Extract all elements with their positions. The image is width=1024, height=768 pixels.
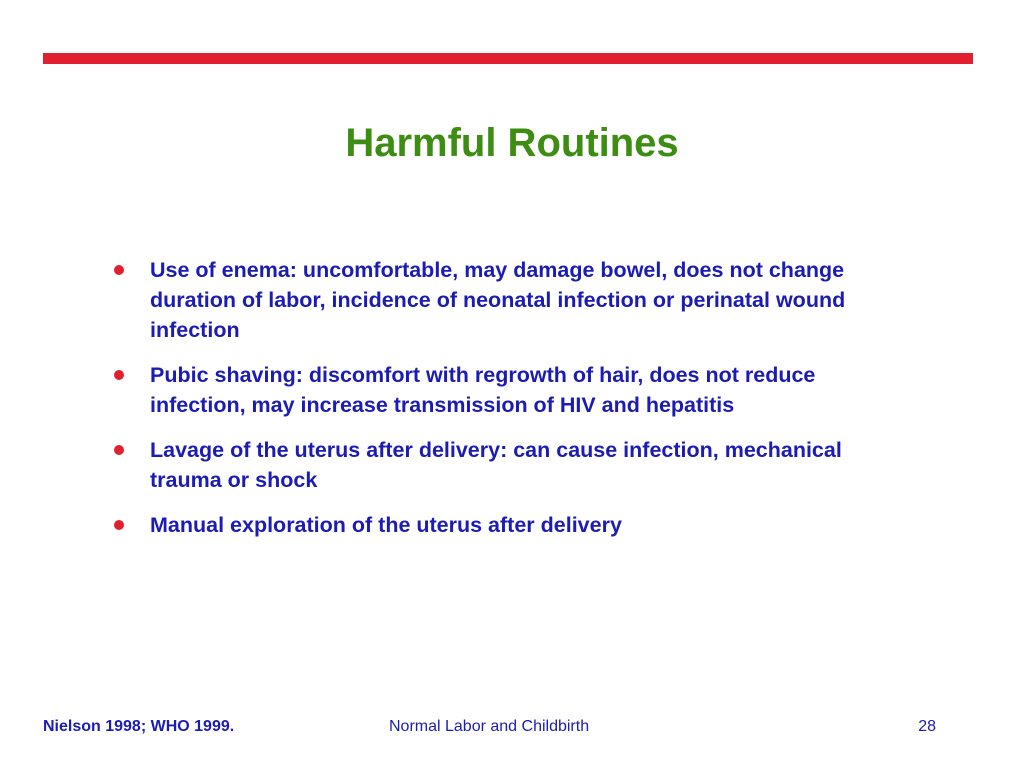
footer-presentation-title: Normal Labor and Childbirth — [389, 718, 590, 735]
bullet-text: Manual exploration of the uterus after delivery — [150, 513, 622, 537]
bullet-dot-icon — [114, 265, 124, 275]
bullet-item-enema — [110, 255, 890, 345]
footer-page-number: 28 — [918, 718, 936, 735]
bullet-item-manual-exploration — [110, 510, 890, 540]
slide-footer — [0, 716, 1024, 738]
bullet-list — [110, 255, 890, 555]
slide-title: Harmful Routines — [345, 121, 679, 165]
bullet-dot-icon — [114, 445, 124, 455]
bullet-dot-icon — [114, 370, 124, 380]
bullet-dot-icon — [114, 520, 124, 530]
top-red-rule — [43, 53, 973, 64]
bullet-item-pubic-shaving — [110, 360, 890, 420]
bullet-text: Use of enema: uncomfortable, may damage bowel, does not change duration of labor, incidence of neonatal infection or perinatal wound infection — [150, 258, 846, 342]
footer-source: Nielson 1998; WHO 1999. — [43, 718, 235, 735]
bullet-text: Lavage of the uterus after delivery: can cause infection, mechanical trauma or shock — [150, 438, 842, 492]
bullet-item-lavage — [110, 435, 890, 495]
bullet-text: Pubic shaving: discomfort with regrowth of hair, does not reduce infection, may increase transmission of HIV and hepatitis — [150, 363, 816, 417]
